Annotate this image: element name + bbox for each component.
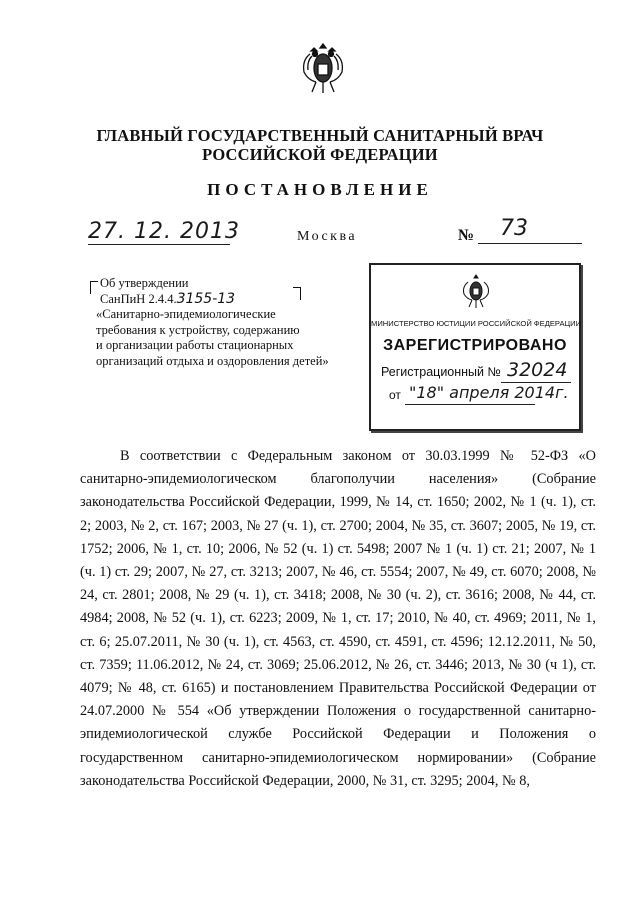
subject-line: требования к устройству, содержанию xyxy=(96,322,300,337)
stamp-ministry-name: МИНИСТЕРСТВО ЮСТИЦИИ РОССИЙСКОЙ ФЕДЕРАЦИИ xyxy=(371,319,582,328)
number-underline xyxy=(478,243,582,244)
stamp-coat-of-arms-icon xyxy=(461,273,491,309)
registration-stamp xyxy=(369,263,581,431)
document-subject xyxy=(96,276,346,369)
sanpin-handwritten-number: 3155-13 xyxy=(176,290,236,307)
issuing-authority-line1: ГЛАВНЫЙ ГОСУДАРСТВЕННЫЙ САНИТАРНЫЙ ВРАЧ xyxy=(96,126,544,145)
stamp-date-underline xyxy=(405,404,535,405)
stamp-reg-number: 32024 xyxy=(507,359,568,381)
document-number: 73 xyxy=(500,216,528,241)
number-sign: № xyxy=(458,227,475,244)
subject-line: организаций отдыха и оздоровления детей» xyxy=(96,353,329,368)
issuing-authority-line2: РОССИЙСКОЙ ФЕДЕРАЦИИ xyxy=(202,145,438,164)
date-underline xyxy=(88,244,230,245)
stamp-registered-label: ЗАРЕГИСТРИРОВАНО xyxy=(383,337,567,354)
subject-line: Об утверждении xyxy=(100,276,189,290)
body-paragraph: В соответствии с Федеральным законом от 30.03.1999 № 52-ФЗ «О санитарно-эпидемиологическом благополучии населения» (Собрание законодательства Российской Федерации, 1999, № 14, ст. 1650; 2002, № 1 (ч. 1), ст. 2; 2003, № 2, ст. 167; 2003, № 27 (ч. 1), ст. 2700; 2004, № 35, ст. 3607; 2005, № 19, ст. 1752; 2006, № 1, ст. 10; 2006, № 52 (ч. 1) ст. 5498; 2007 № 1 (ч. 1) ст. 21; 2007, № 1 (ч. 1) ст. 29; 2007, № 27, ст. 3213; 2007, № 46, ст. 5554; 2007, № 49, ст. 6070; 2008, № 24, ст. 2801; 2008, № 29 (ч. 1), ст. 3418; 2008, № 30 (ч. 2), ст. 3616; 2008, № 44, ст. 4984; 2008, № 52 (ч. 1), ст. 6223; 2009, № 1, ст. 17; 2010, № 40, ст. 4969; 2011, № 1, ст. 6; 25.07.2011, № 30 (ч. 1), ст. 4563, ст. 4590, ст. 4591, ст. 4596; 12.12.2011, № 50, ст. 7359; 11.06.2012, № 24, ст. 3069; 25.06.2012, № 26, ст. 3446; 2013, № 30 (ч 1), ст. 4079; № 48, ст. 6165) и постановлением Правительства Российской Федерации от 24.07.2000 № 554 «Об утверждении Положения о государственной санитарно-эпидемиологической службе Российской Федерации и Положения о государственном санитарно-эпидемиологическом нормировании» (Собрание законодательства Российской Федерации, 2000, № 31, ст. 3295; 2004, № 8, xyxy=(80,448,596,789)
coat-of-arms-icon xyxy=(300,40,346,96)
stamp-reg-number-label: Регистрационный № xyxy=(381,365,501,379)
document-city: Москва xyxy=(297,229,358,244)
document-date: 27. 12. 2013 xyxy=(88,219,240,244)
document-type-title: ПОСТАНОВЛЕНИЕ xyxy=(207,180,433,199)
stamp-from-label: от xyxy=(389,388,401,402)
subject-line-sanpin xyxy=(96,292,346,308)
subject-line: «Санитарно-эпидемиологические xyxy=(96,307,276,321)
stamp-reg-date: "18" апреля 2014г. xyxy=(409,383,569,402)
sanpin-prefix: СанПиН 2.4.4. xyxy=(100,291,177,306)
subject-line: и организации работы стационарных xyxy=(96,338,294,352)
